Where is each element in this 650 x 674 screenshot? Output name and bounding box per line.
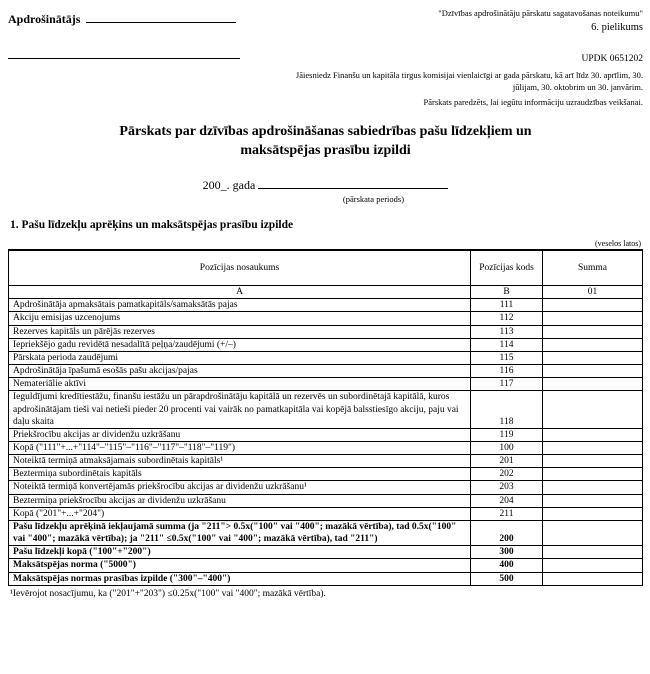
sum-cell[interactable] — [543, 338, 643, 351]
sum-cell[interactable] — [543, 351, 643, 364]
position-name-cell: Apdrošinātāja apmaksātais pamatkapitāls/samaksātās pajas — [9, 299, 471, 312]
updk-code: UPDK 0651202 — [581, 53, 643, 64]
position-name-cell: Noteiktā termiņā konvertējamās priekšrocību akcijas ar dividenžu uzkrāšanu¹ — [9, 481, 471, 494]
position-code-cell: 113 — [471, 325, 543, 338]
sum-cell[interactable] — [543, 572, 643, 585]
table-row — [9, 442, 643, 455]
position-name-cell: Apdrošinātāja īpašumā esošās pašu akcijas/pajas — [9, 365, 471, 378]
position-code-cell: 500 — [471, 572, 543, 585]
sum-cell[interactable] — [543, 378, 643, 391]
positions-table — [8, 249, 643, 586]
table-row — [9, 481, 643, 494]
table-row — [9, 378, 643, 391]
position-code-cell: 200 — [471, 520, 543, 545]
sum-cell[interactable] — [543, 312, 643, 325]
position-code-cell: 115 — [471, 351, 543, 364]
position-name-cell: Kopā ("201"+...+"204") — [9, 507, 471, 520]
table-row — [9, 572, 643, 585]
position-code-cell: 118 — [471, 391, 543, 428]
position-name-cell: Iepriekšējo gadu revidētā nesadalītā peļņa/zaudējumi (+/–) — [9, 338, 471, 351]
table-header-row — [9, 250, 643, 286]
sum-cell[interactable] — [543, 494, 643, 507]
table-row — [9, 559, 643, 572]
table-row — [9, 351, 643, 364]
position-code-cell: 117 — [471, 378, 543, 391]
position-name-cell: Pašu līdzekļu aprēķinā iekļaujamā summa (ja "211"> 0.5x("100" vai "400"; mazākā vērtība), tad 0.5x("100" vai "400"; mazākā vērtība); ja "211" ≤0.5x("100" vai "400"; mazākā vērtība), tad "211") — [9, 520, 471, 545]
table-row — [9, 312, 643, 325]
units-note: (veselos latos) — [595, 238, 641, 248]
position-code-cell: 211 — [471, 507, 543, 520]
position-name-cell: Beztermiņa subordinētais kapitāls — [9, 468, 471, 481]
position-name-cell: Kopā ("111"+...+"114"–"115"–"116"–"117"–"118"–"119") — [9, 442, 471, 455]
position-code-cell: 300 — [471, 546, 543, 559]
position-code-cell: 111 — [471, 299, 543, 312]
table-row — [9, 338, 643, 351]
position-code-cell: 112 — [471, 312, 543, 325]
table-row — [9, 546, 643, 559]
table-row — [9, 428, 643, 441]
position-code-cell: 201 — [471, 455, 543, 468]
sum-cell[interactable] — [543, 325, 643, 338]
page-title: Pārskats par dzīvības apdrošināšanas sabiedrības pašu līdzekļiem un maksātspējas prasību izpildi — [119, 123, 532, 158]
position-name-cell: Rezerves kapitāls un pārējās rezerves — [9, 325, 471, 338]
insurer-block — [8, 8, 263, 59]
period-caption: (pārskata periods) — [342, 193, 405, 204]
period-blank[interactable] — [258, 176, 448, 189]
position-name-cell: Maksātspējas normas prasības izpilde ("300"–"400") — [9, 572, 471, 585]
position-code-cell: 100 — [471, 442, 543, 455]
table-row — [9, 299, 643, 312]
position-name-cell: Noteiktā termiņā atmaksājamais subordinētais kapitāls¹ — [9, 455, 471, 468]
sum-cell[interactable] — [543, 428, 643, 441]
position-name-cell: Nemateriālie aktīvi — [9, 378, 471, 391]
sum-cell[interactable] — [543, 442, 643, 455]
annex-number: 6. pielikums — [591, 22, 643, 34]
table-subheader-row — [9, 286, 643, 299]
position-code-cell: 400 — [471, 559, 543, 572]
table-row — [9, 455, 643, 468]
position-name-cell: Priekšrocību akcijas ar dividenžu uzkrāšanu — [9, 428, 471, 441]
period-year-prefix: 200_. gada — [202, 177, 256, 192]
position-name-cell: Ieguldījumi kredītiestāžu, finanšu iestāžu un pārapdrošinātāju kapitālā un rezervēs un subordinētajā kapitālā, kuros apdrošinātājam tieši vai netieši pieder 20 procenti vai vairāk no pamatkapitāla vai kopējā balsstiesīgo akciju, paju vai daļu skaita — [9, 391, 471, 428]
position-name-cell: Akciju emisijas uzcenojums — [9, 312, 471, 325]
position-name-cell: Maksātspējas norma ("5000") — [9, 559, 471, 572]
sum-cell[interactable] — [543, 481, 643, 494]
subheader-b: B — [471, 286, 543, 299]
col-header-position-code: Pozīcijas kods — [471, 250, 543, 286]
position-code-cell: 119 — [471, 428, 543, 441]
sum-cell[interactable] — [543, 299, 643, 312]
sum-cell[interactable] — [543, 391, 643, 428]
position-name-cell: Pārskata perioda zaudējumi — [9, 351, 471, 364]
regulation-quote: "Dzīvības apdrošinātāju pārskatu sagatavošanas noteikumu" — [438, 8, 643, 18]
sum-cell[interactable] — [543, 455, 643, 468]
position-code-cell: 202 — [471, 468, 543, 481]
sum-cell[interactable] — [543, 468, 643, 481]
table-row — [9, 494, 643, 507]
table-row — [9, 468, 643, 481]
table-row — [9, 520, 643, 545]
position-code-cell: 204 — [471, 494, 543, 507]
insurer-name-blank[interactable] — [86, 11, 236, 23]
submission-note: Jāiesniedz Finanšu un kapitāla tirgus komisijai vienlaicīgi ar gada pārskatu, kā arī līdz 30. aprīlim, 30. jūlijam, 30. oktobrim un 30. janvārim. — [295, 70, 643, 92]
subheader-a: A — [9, 286, 471, 299]
table-row — [9, 391, 643, 428]
sum-cell[interactable] — [543, 559, 643, 572]
sum-cell[interactable] — [543, 365, 643, 378]
table-row — [9, 325, 643, 338]
sum-cell[interactable] — [543, 520, 643, 545]
insurer-label: Apdrošinātājs — [8, 12, 81, 26]
position-code-cell: 114 — [471, 338, 543, 351]
table-row — [9, 365, 643, 378]
section-title: 1. Pašu līdzekļu aprēķins un maksātspējas prasību izpilde — [10, 218, 294, 231]
position-code-cell: 203 — [471, 481, 543, 494]
col-header-sum: Summa — [543, 250, 643, 286]
table-row — [9, 507, 643, 520]
insurer-name-blank-2[interactable] — [8, 58, 240, 59]
sum-cell[interactable] — [543, 507, 643, 520]
form-header — [8, 8, 643, 109]
position-name-cell: Beztermiņa priekšrocību akcijas ar dividenžu uzkrāšanu — [9, 494, 471, 507]
period-block — [8, 176, 643, 204]
col-header-position-name: Pozīcijas nosaukums — [9, 250, 471, 286]
position-name-cell: Pašu līdzekļi kopā ("100"+"200") — [9, 546, 471, 559]
regulation-block — [271, 8, 643, 109]
sum-cell[interactable] — [543, 546, 643, 559]
footnote: ¹Ievērojot nosacījumu, ka ("201"+"203") ≤0.25x("100" vai "400"; mazākā vērtība). — [10, 588, 326, 599]
purpose-note: Pārskats paredzēts, lai iegūtu informāciju uzraudzības veikšanai. — [423, 97, 643, 108]
subheader-01: 01 — [543, 286, 643, 299]
position-code-cell: 116 — [471, 365, 543, 378]
